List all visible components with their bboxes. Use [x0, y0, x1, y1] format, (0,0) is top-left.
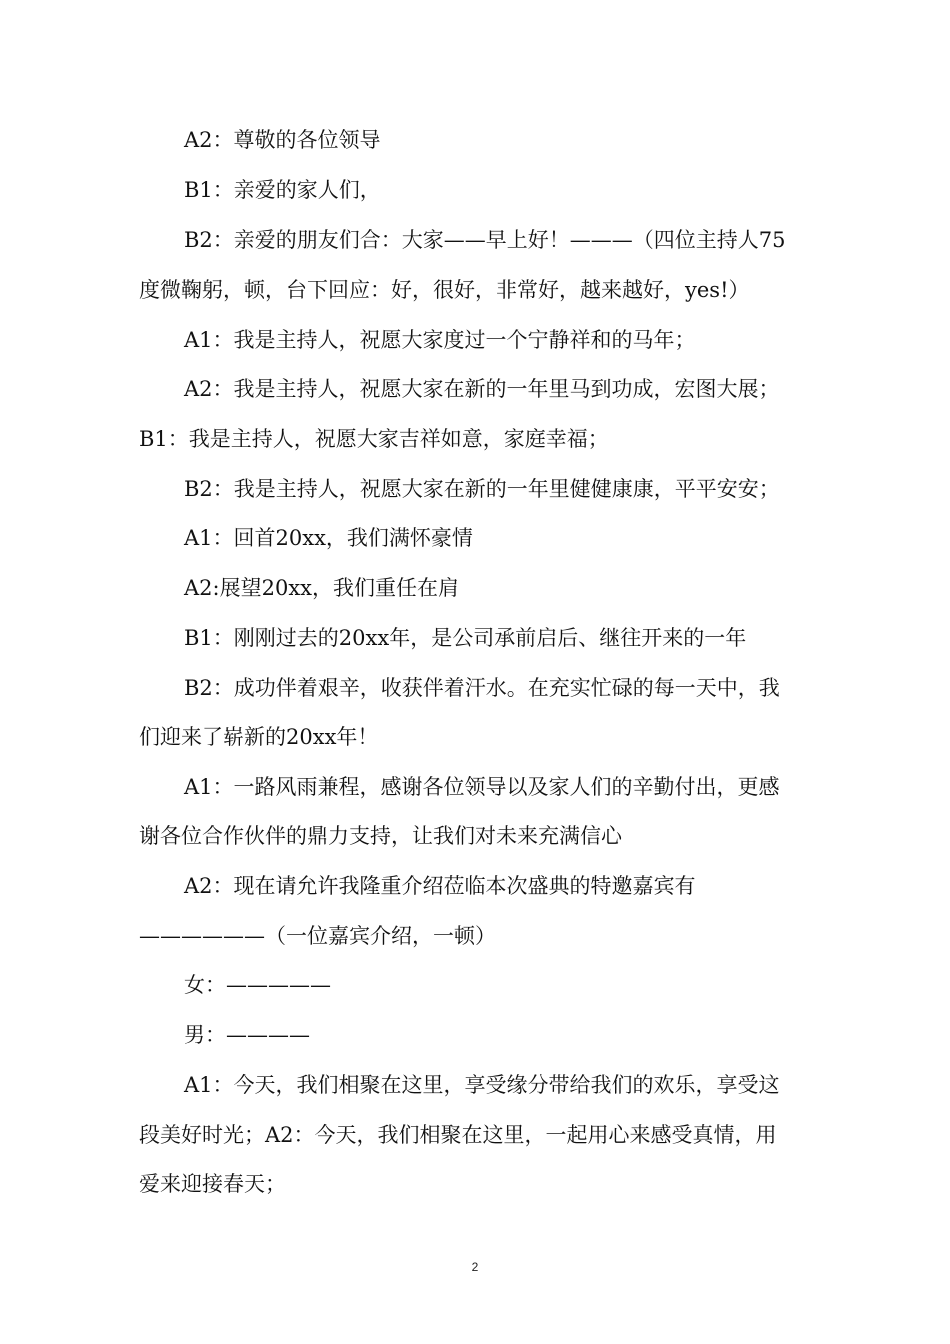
text-line: A2：我是主持人，祝愿大家在新的一年里马到功成，宏图大展；	[184, 377, 780, 401]
text-line: 男：————	[184, 1023, 310, 1047]
text-line: A1：回首20xx，我们满怀豪情	[184, 526, 473, 550]
text-line: A1：今天，我们相聚在这里，享受缘分带给我们的欢乐，享受这	[184, 1073, 780, 1097]
text-line: A2：尊敬的各位领导	[184, 128, 381, 152]
text-line: ——————（一位嘉宾介绍，一顿）	[139, 924, 496, 948]
text-line: 度微鞠躬，顿，台下回应：好，很好，非常好，越来越好，yes!）	[139, 278, 750, 302]
text-line: 谢各位合作伙伴的鼎力支持，让我们对未来充满信心	[139, 824, 622, 848]
text-line: A2：现在请允许我隆重介绍莅临本次盛典的特邀嘉宾有	[184, 874, 696, 898]
text-line: 们迎来了崭新的20xx年！	[139, 725, 379, 749]
text-line: 女：—————	[184, 973, 331, 997]
text-line: B2：亲爱的朋友们合：大家——早上好！———（四位主持人75	[184, 228, 786, 252]
text-line: 爱来迎接春天；	[139, 1172, 286, 1196]
text-line: B1：刚刚过去的20xx年，是公司承前启后、继往开来的一年	[184, 626, 747, 650]
text-line: B2：我是主持人，祝愿大家在新的一年里健健康康，平平安安；	[184, 477, 780, 501]
text-line: A2:展望20xx，我们重任在肩	[184, 576, 460, 600]
text-line: B2：成功伴着艰辛，收获伴着汗水。在充实忙碌的每一天中，我	[184, 676, 780, 700]
text-line: A1：我是主持人，祝愿大家度过一个宁静祥和的马年；	[184, 328, 696, 352]
page-number: 2	[471, 1260, 479, 1274]
text-line: B1：亲爱的家人们，	[184, 178, 381, 202]
text-line: A1：一路风雨兼程，感谢各位领导以及家人们的辛勤付出，更感	[184, 775, 780, 799]
text-line: B1：我是主持人，祝愿大家吉祥如意，家庭幸福；	[139, 427, 609, 451]
text-line: 段美好时光；A2：今天，我们相聚在这里，一起用心来感受真情，用	[139, 1123, 777, 1147]
